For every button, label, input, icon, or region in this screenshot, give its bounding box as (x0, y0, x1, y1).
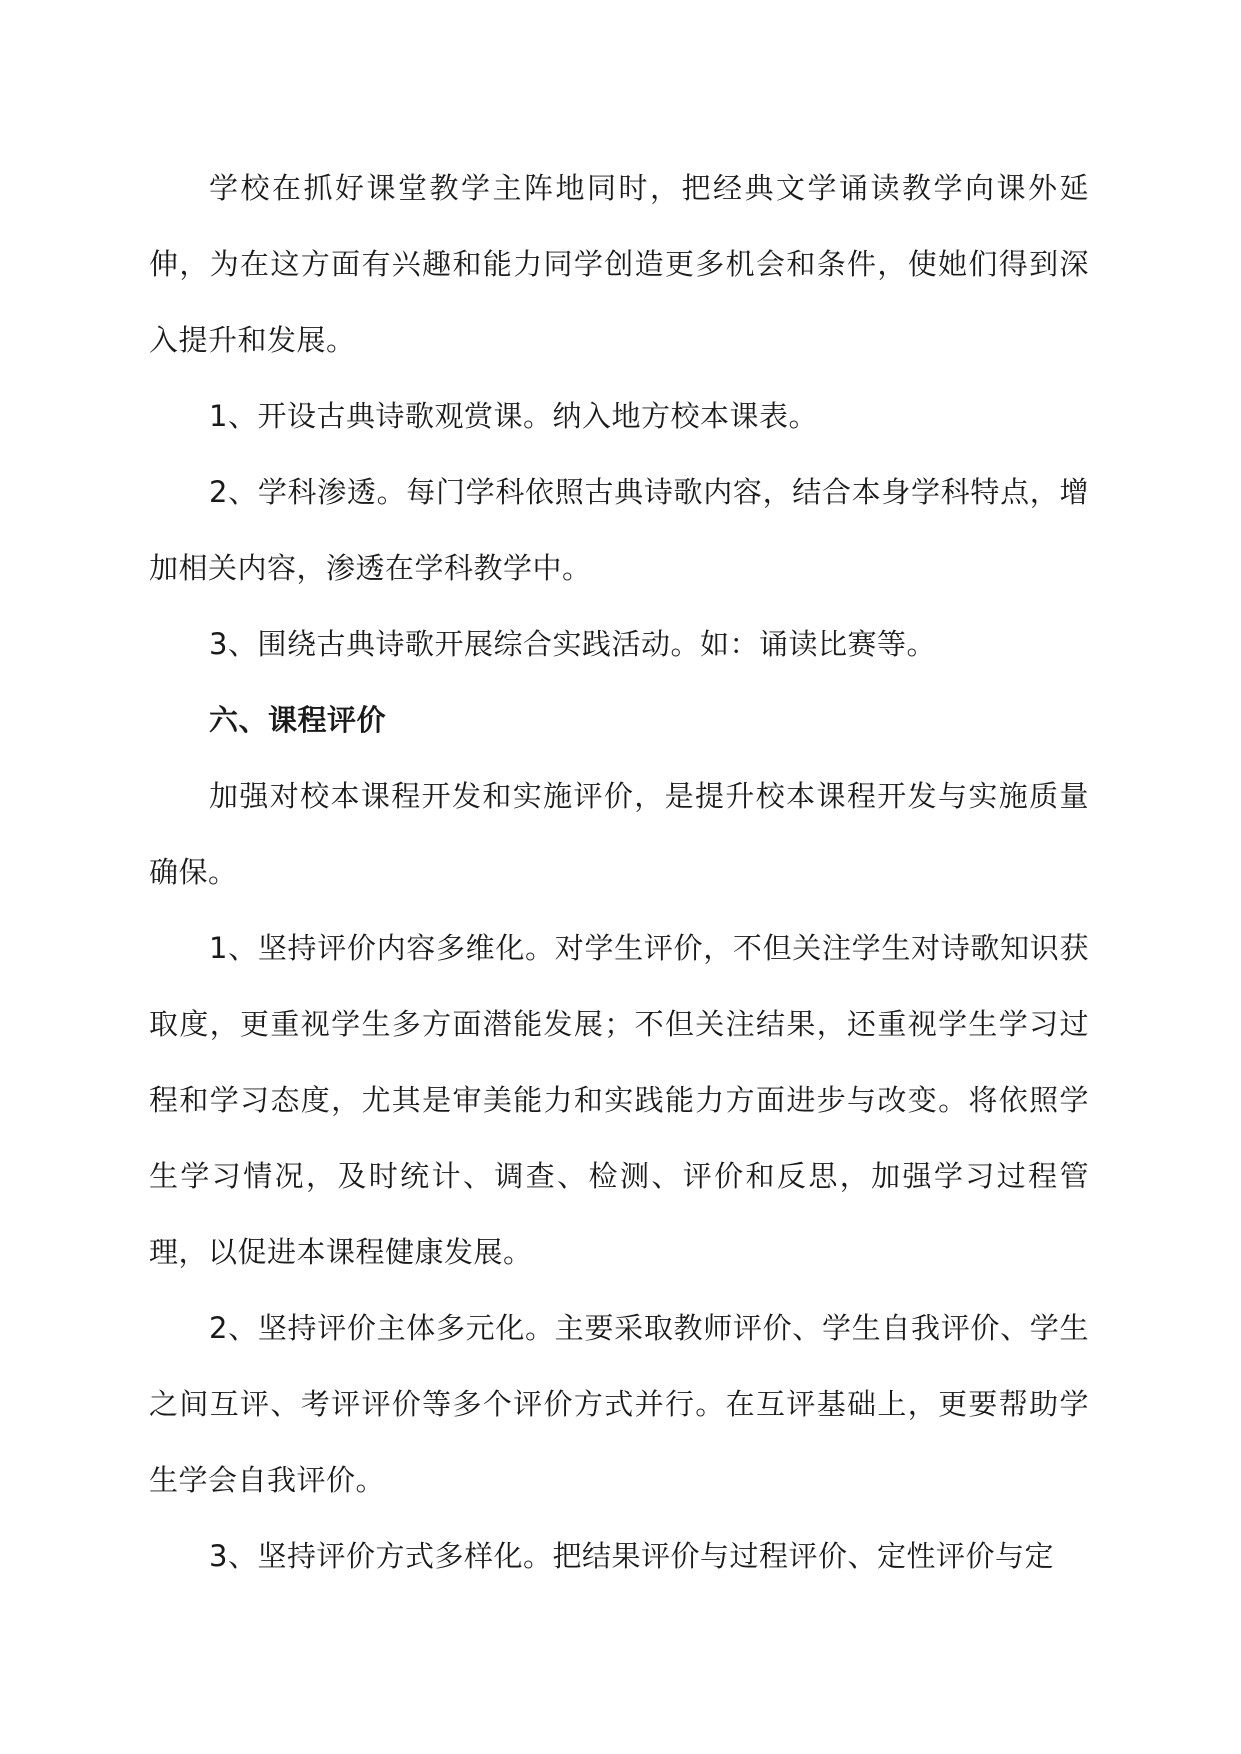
list-item-varied-methods: 3、坚持评价方式多样化。把结果评价与过程评价、定性评价与定 (209, 1539, 1054, 1573)
document-page (149, 150, 1089, 1594)
list-item-diverse-subjects: 2、坚持评价主体多元化。主要采取教师评价、学生自我评价、学生之间互评、考评评价等多个评价方式并行。在互评基础上，更要帮助学生学会自我评价。 (149, 1311, 1089, 1497)
list-item-subject-integration: 2、学科渗透。每门学科依照古典诗歌内容，结合本身学科特点，增加相关内容，渗透在学科教学中。 (149, 475, 1089, 585)
section-heading-course-evaluation: 六、课程评价 (209, 703, 387, 737)
list-item-practice-activities: 3、围绕古典诗歌开展综合实践活动。如：诵读比赛等。 (209, 627, 936, 661)
list-item-multidimensional-content: 1、坚持评价内容多维化。对学生评价，不但关注学生对诗歌知识获取度，更重视学生多方面潜能发展；不但关注结果，还重视学生学习过程和学习态度，尤其是审美能力和实践能力方面进步与改变。将依照学生学习情况，及时统计、调查、检测、评价和反思，加强学习过程管理，以促进本课程健康发展。 (149, 931, 1089, 1269)
paragraph-evaluation-intro: 加强对校本课程开发和实施评价，是提升校本课程开发与实施质量确保。 (149, 779, 1089, 889)
list-item-appreciation-course: 1、开设古典诗歌观赏课。纳入地方校本课表。 (209, 399, 818, 433)
paragraph-extracurricular-extension: 学校在抓好课堂教学主阵地同时，把经典文学诵读教学向课外延伸，为在这方面有兴趣和能力同学创造更多机会和条件，使她们得到深入提升和发展。 (149, 171, 1089, 357)
